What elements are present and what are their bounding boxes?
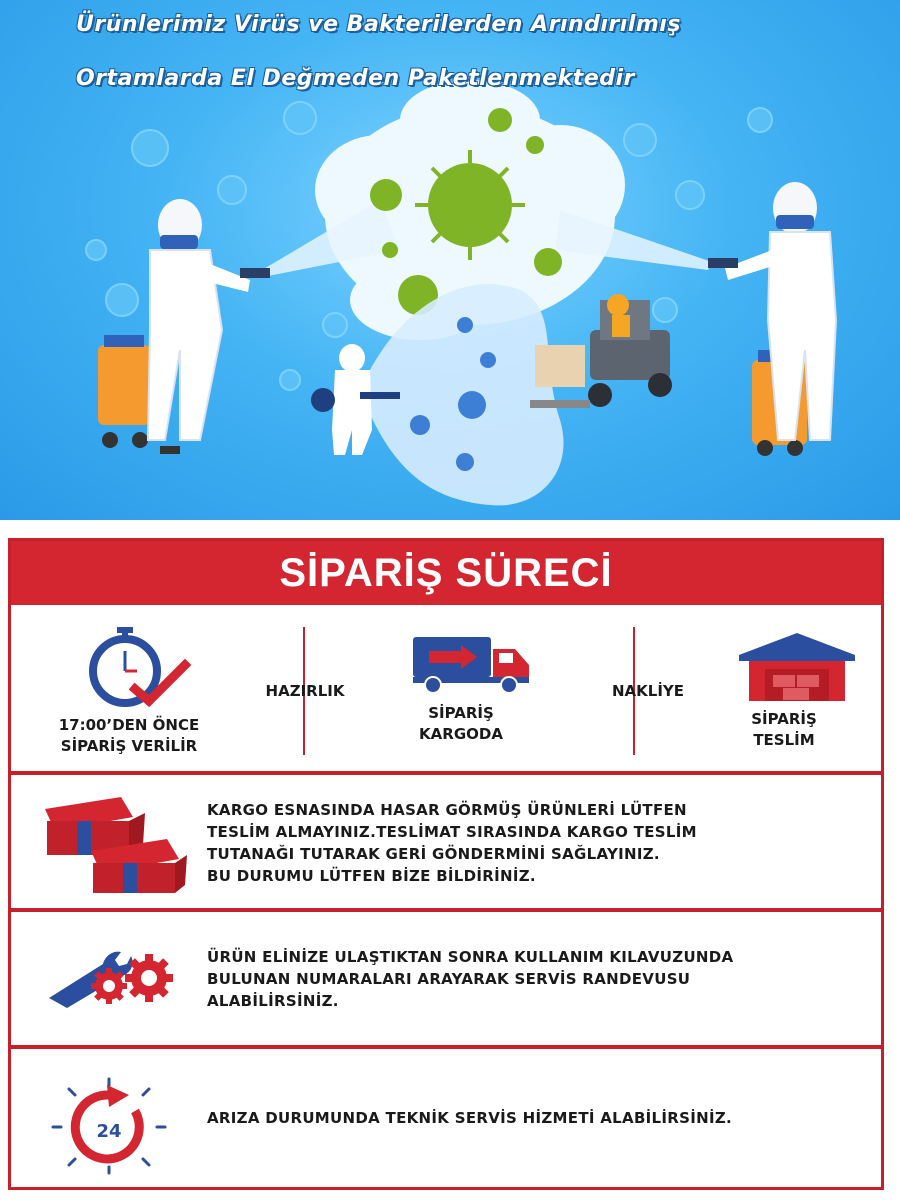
damaged-boxes-icon [39,791,189,896]
hero-title-line1: Ürünlerimiz Virüs ve Bakterilerden Arındırılmış [76,12,681,37]
service-24-icon [49,1075,169,1175]
hero-banner [0,0,900,520]
step-delivered-label: SİPARİŞ TESLİM [751,710,817,749]
wrench-gears-icon [45,946,185,1008]
process-steps [11,605,881,775]
info-row-damaged [11,775,881,912]
service-appointment-text: ÜRÜN ELİNİZE ULAŞTIKTAN SONRA KULLANIM KILAVUZUNDA BULUNAN NUMARALARI ARAYARAK SERVİS RANDEVUSU ALABİLİRSİNİZ. [207,948,734,1010]
technical-service-text: ARIZA DURUMUNDA TEKNİK SERVİS HİZMETİ ALABİLİRSİNİZ. [207,1109,733,1127]
warehouse-icon [739,633,855,703]
info-row-service [11,912,881,1049]
order-process-card [8,538,884,1190]
service-24-label: 24 [96,1121,122,1142]
step-transport-label: NAKLİYE [611,682,685,700]
process-header: SİPARİŞ SÜRECİ [11,541,881,605]
step-preparation-label: HAZIRLIK [265,682,345,700]
step-order-label: 17:00’DEN ÖNCE SİPARİŞ VERİLİR [58,716,200,755]
stopwatch-check-icon [73,627,193,707]
delivery-truck-icon [411,635,533,695]
hero-title-line2: Ortamlarda El Değmeden Paketlenmektedir [76,66,635,91]
damaged-shipment-text: KARGO ESNASINDA HASAR GÖRMÜŞ ÜRÜNLERİ LÜTFEN TESLİM ALMAYINIZ.TESLİMAT SIRASINDA KARGO TESLİM TUTANAĞI TUTARAK GERİ GÖNDERMİNİ SAĞLAYINIZ. BU DURUMU LÜTFEN BİZE BİLDİRİNİZ. [207,801,697,885]
step-shipping-label: SİPARİŞ KARGODA [419,704,503,743]
info-row-technical [11,1049,881,1187]
